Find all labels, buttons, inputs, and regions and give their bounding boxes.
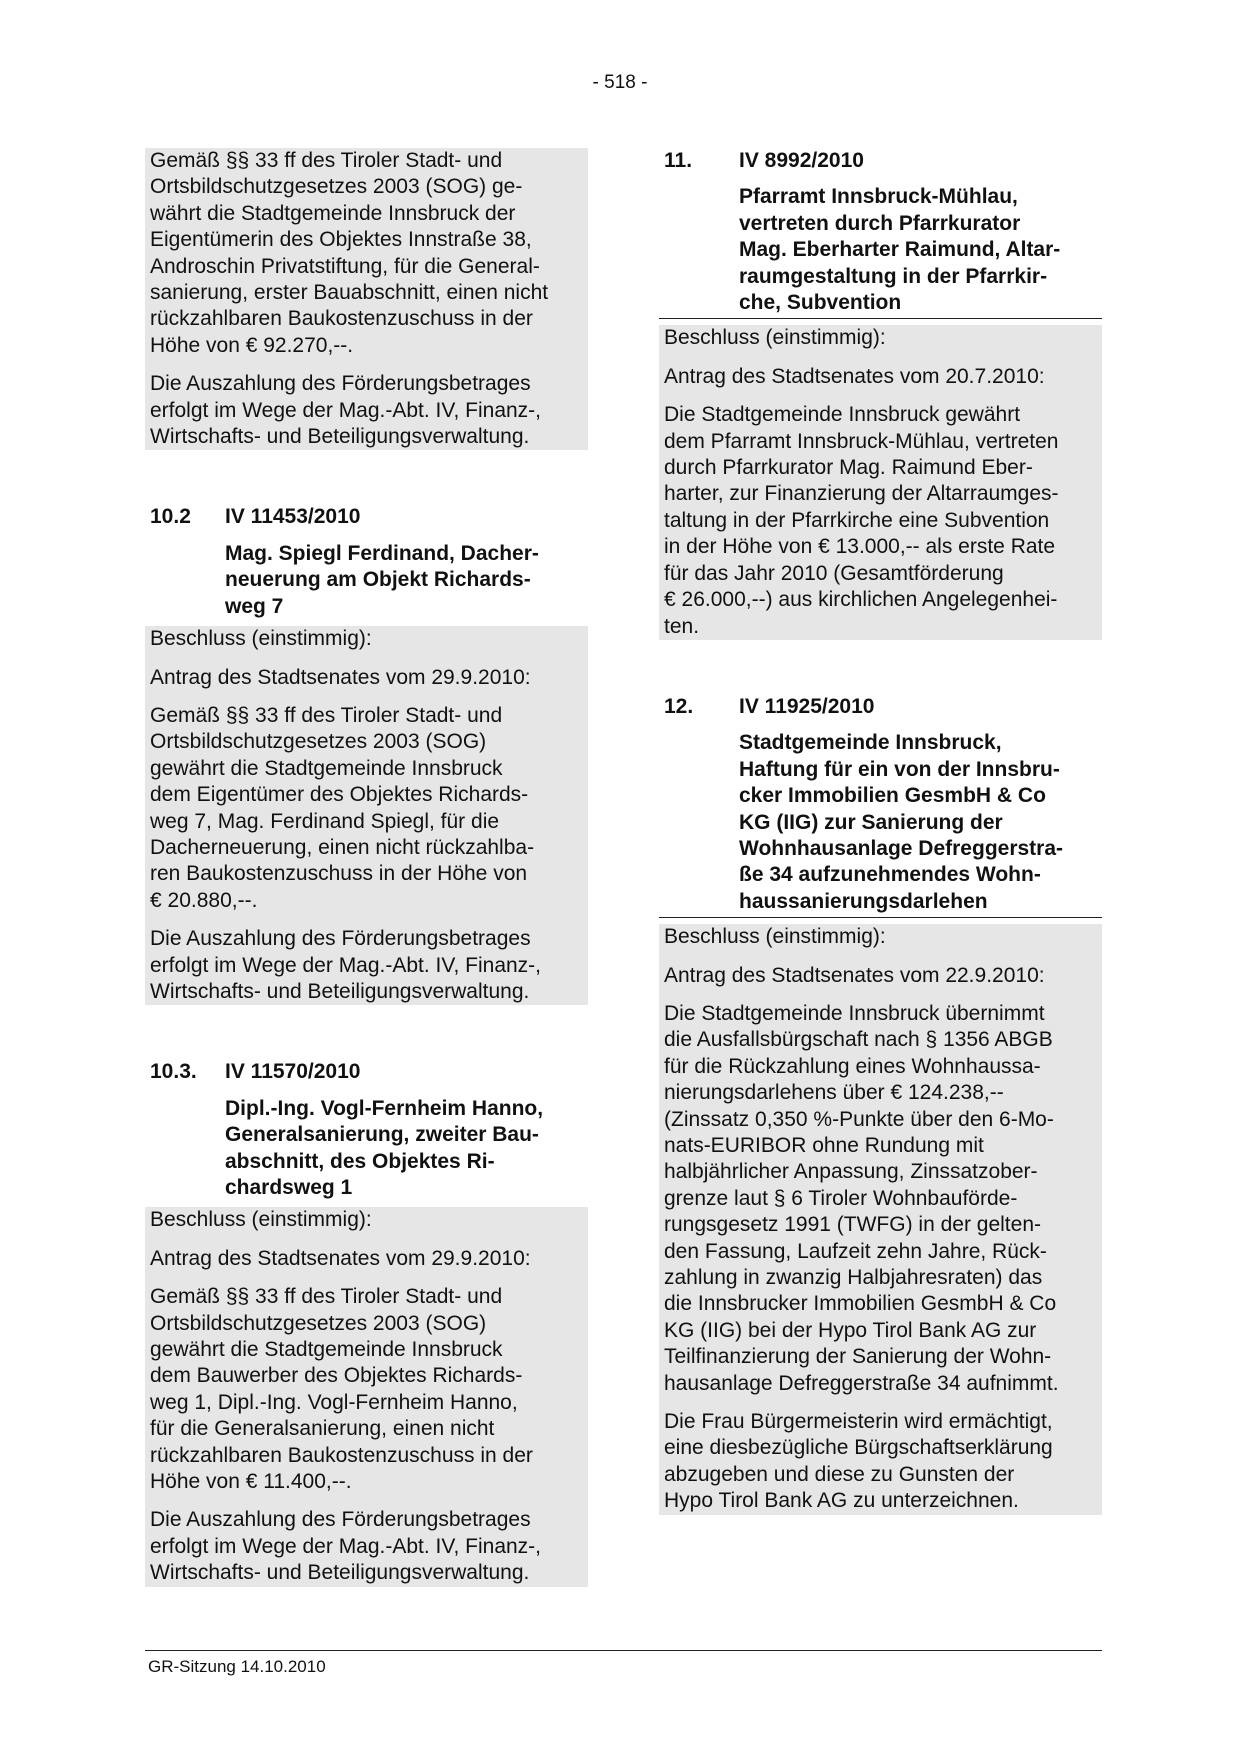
text-line: sanierung, erster Bauabschnitt, einen nicht (150, 281, 549, 305)
text-line: € 26.000,--) aus kirchlichen Angelegenhei- (664, 588, 1058, 612)
text-line: nierungsdarlehens über € 124.238,-- (664, 1081, 1004, 1105)
item-number: 10.3. (150, 1060, 197, 1084)
text-line: die Innsbrucker Immobilien GesmbH & Co (664, 1292, 1057, 1316)
text-line: Eigentümerin des Objektes Innstraße 38, (150, 228, 532, 252)
antrag: Antrag des Stadtsenates vom 20.7.2010: (664, 364, 1045, 388)
text-line: in der Höhe von € 13.000,-- als erste Rate (664, 535, 1056, 559)
text-line: Gemäß §§ 33 ff des Tiroler Stadt- und (150, 149, 503, 172)
text-line: Generalsanierung, zweiter Bau- (225, 1123, 539, 1147)
text-line: Die Auszahlung des Förderungsbetrages (150, 1508, 531, 1532)
text-line: gewährt die Stadtgemeinde Innsbruck (150, 756, 503, 780)
text-line: rückzahlbaren Baukostenzuschuss in der (150, 1443, 533, 1467)
text-line: Höhe von € 11.400,--. (150, 1470, 352, 1494)
text-line: abschnitt, des Objektes Ri- (225, 1149, 495, 1173)
right-column (659, 148, 1102, 1515)
item-number: 11. (664, 149, 693, 172)
text-line: für die Generalsanierung, einen nicht (150, 1417, 495, 1441)
item-heading (145, 504, 588, 530)
left-column (145, 148, 588, 1587)
antrag: Antrag des Stadtsenates vom 22.9.2010: (664, 963, 1045, 987)
text-line: Ortsbildschutzgesetzes 2003 (SOG) (150, 730, 487, 754)
text-line: Die Auszahlung des Förderungsbetrages (150, 372, 531, 396)
text-line: erfolgt im Wege der Mag.-Abt. IV, Finanz-, (150, 953, 542, 977)
intro-paragraph-2 (150, 371, 583, 450)
item-10-3 (145, 1059, 588, 1586)
text-line: Ortsbildschutzgesetzes 2003 (SOG) (150, 1311, 487, 1335)
body-paragraph-1 (664, 402, 1097, 640)
body-paragraph-1 (150, 1284, 583, 1495)
item-number: 12. (664, 694, 694, 718)
item-heading (659, 148, 1102, 174)
text-line: Wirtschafts- und Beteiligungsverwaltung. (150, 1561, 530, 1585)
text-line: Stadtgemeinde Innsbruck, (739, 731, 1002, 755)
item-code: IV 11570/2010 (225, 1060, 361, 1084)
text-line: für das Jahr 2010 (Gesamtförderung (664, 561, 1004, 585)
item-10-2 (145, 504, 588, 1005)
text-line: dem Pfarramt Innsbruck-Mühlau, vertreten (664, 429, 1059, 453)
text-line: che, Subvention (739, 291, 902, 315)
body-paragraph-1 (664, 1001, 1097, 1397)
text-line: Dacherneuerung, einen nicht rückzahlba- (150, 835, 535, 859)
text-line: Die Frau Bürgermeisterin wird ermächtigt, (664, 1410, 1053, 1434)
text-line: € 20.880,--. (150, 888, 258, 912)
text-line: Androschin Privatstiftung, für die General- (150, 254, 540, 278)
item-body (145, 1207, 588, 1586)
antrag: Antrag des Stadtsenates vom 29.9.2010: (150, 665, 531, 689)
text-line: weg 7, Mag. Ferdinand Spiegl, für die (150, 809, 500, 833)
text-line: abzugeben und diese zu Gunsten der (664, 1462, 1015, 1486)
text-line: Die Stadtgemeinde Innsbruck übernimmt (664, 1001, 1045, 1025)
text-line: nats-EURIBOR ohne Rundung mit (664, 1134, 984, 1157)
item-body (145, 626, 588, 1005)
item-body (659, 924, 1102, 1515)
item-code: IV 11453/2010 (225, 505, 361, 529)
page-number: - 518 - (592, 72, 648, 93)
text-line: KG (IIG) zur Sanierung der (739, 810, 1003, 834)
text-line: weg 1, Dipl.-Ing. Vogl-Fernheim Hanno, (150, 1390, 518, 1414)
item-number: 10.2 (150, 505, 191, 529)
text-line: Mag. Eberharter Raimund, Altar- (739, 238, 1061, 262)
text-line: weg 7 (225, 594, 284, 618)
text-line: Hypo Tirol Bank AG zu unterzeichnen. (664, 1489, 1019, 1513)
item-title (659, 184, 1102, 319)
text-line: Höhe von € 92.270,--. (150, 333, 354, 357)
text-line: Wirtschafts- und Beteiligungsverwaltung. (150, 425, 530, 449)
item-body (659, 325, 1102, 639)
text-line: chardsweg 1 (225, 1176, 353, 1199)
text-line: Teilfinanzierung der Sanierung der Wohn- (664, 1345, 1052, 1369)
item-title (659, 730, 1102, 918)
text-line: grenze laut § 6 Tiroler Wohnbauförde- (664, 1186, 1018, 1210)
body-paragraph-2 (150, 926, 583, 1005)
item-11 (659, 148, 1102, 640)
text-line: haussanierungsdarlehen (739, 889, 988, 913)
text-line: (Zinssatz 0,350 %-Punkte über den 6-Mo- (664, 1107, 1054, 1131)
item-12 (659, 694, 1102, 1515)
text-line: Die Auszahlung des Förderungsbetrages (150, 927, 531, 951)
text-line: erfolgt im Wege der Mag.-Abt. IV, Finanz-, (150, 398, 542, 422)
text-line: cker Immobilien GesmbH & Co (739, 784, 1046, 808)
text-line: raumgestaltung in der Pfarrkir- (739, 264, 1048, 288)
text-line: währt die Stadtgemeinde Innsbruck der (150, 201, 516, 225)
text-line: ren Baukostenzuschuss in der Höhe von (150, 862, 528, 886)
text-line: den Fassung, Laufzeit zehn Jahre, Rück- (664, 1239, 1047, 1263)
text-line: für die Rückzahlung eines Wohnhaussa- (664, 1054, 1041, 1078)
text-line: dem Eigentümer des Objektes Richards- (150, 783, 529, 807)
text-line: dem Bauwerber des Objektes Richards- (150, 1364, 523, 1388)
text-line: zahlung in zwanzig Halbjahresraten) das (664, 1266, 1043, 1290)
body-paragraph-1 (150, 703, 583, 914)
text-line: KG (IIG) bei der Hypo Tirol Bank AG zur (664, 1318, 1037, 1342)
text-line: Wirtschafts- und Beteiligungsverwaltung. (150, 979, 530, 1003)
text-line: Mag. Spiegl Ferdinand, Dacher- (225, 541, 539, 565)
item-code: IV 11925/2010 (739, 694, 875, 718)
intro-paragraph-1 (150, 148, 583, 359)
text-line: harter, zur Finanzierung der Altarraumges- (664, 482, 1059, 506)
antrag: Antrag des Stadtsenates vom 29.9.2010: (150, 1246, 531, 1270)
item-heading (145, 1059, 588, 1085)
text-line: halbjährlicher Anpassung, Zinssatzober- (664, 1160, 1038, 1184)
item-heading (659, 694, 1102, 720)
beschluss: Beschluss (einstimmig): (150, 1208, 372, 1232)
item-code: IV 8992/2010 (739, 149, 864, 172)
footer-text: GR-Sitzung 14.10.2010 (148, 1657, 326, 1676)
item-title (145, 541, 588, 620)
text-line: Dipl.-Ing. Vogl-Fernheim Hanno, (225, 1096, 544, 1120)
footer-rule (145, 1650, 1102, 1651)
text-line: Haftung für ein von der Innsbru- (739, 757, 1060, 781)
text-line: erfolgt im Wege der Mag.-Abt. IV, Finanz-, (150, 1534, 542, 1558)
text-line: Wohnhausanlage Defreggerstra- (739, 836, 1064, 860)
text-line: Gemäß §§ 33 ff des Tiroler Stadt- und (150, 703, 503, 727)
text-line: rungsgesetz 1991 (TWFG) in der gelten- (664, 1213, 1041, 1237)
text-line: eine diesbezügliche Bürgschaftserklärung (664, 1436, 1053, 1460)
text-line: Gemäß §§ 33 ff des Tiroler Stadt- und (150, 1285, 503, 1309)
text-line: Pfarramt Innsbruck-Mühlau, (739, 185, 1018, 209)
text-line: die Ausfallsbürgschaft nach § 1356 ABGB (664, 1028, 1053, 1052)
text-line: taltung in der Pfarrkirche eine Subvention (664, 508, 1050, 532)
text-line: durch Pfarrkurator Mag. Raimund Eber- (664, 456, 1033, 480)
body-paragraph-2 (150, 1507, 583, 1586)
text-line: ten. (664, 614, 700, 638)
beschluss: Beschluss (einstimmig): (150, 627, 372, 651)
text-line: neuerung am Objekt Richards- (225, 568, 531, 592)
text-line: hausanlage Defreggerstraße 34 aufnimmt. (664, 1371, 1059, 1395)
item-title (145, 1096, 588, 1202)
beschluss: Beschluss (einstimmig): (664, 925, 886, 949)
body-paragraph-2 (664, 1409, 1097, 1515)
text-line: vertreten durch Pfarrkurator (739, 211, 1021, 235)
text-line: ße 34 aufzunehmendes Wohn- (739, 863, 1041, 887)
text-line: gewährt die Stadtgemeinde Innsbruck (150, 1338, 503, 1362)
intro-block (145, 148, 588, 450)
text-line: rückzahlbaren Baukostenzuschuss in der (150, 307, 533, 331)
beschluss: Beschluss (einstimmig): (664, 326, 886, 350)
text-line: Ortsbildschutzgesetzes 2003 (SOG) ge- (150, 175, 523, 199)
text-line: Die Stadtgemeinde Innsbruck gewährt (664, 403, 1021, 427)
